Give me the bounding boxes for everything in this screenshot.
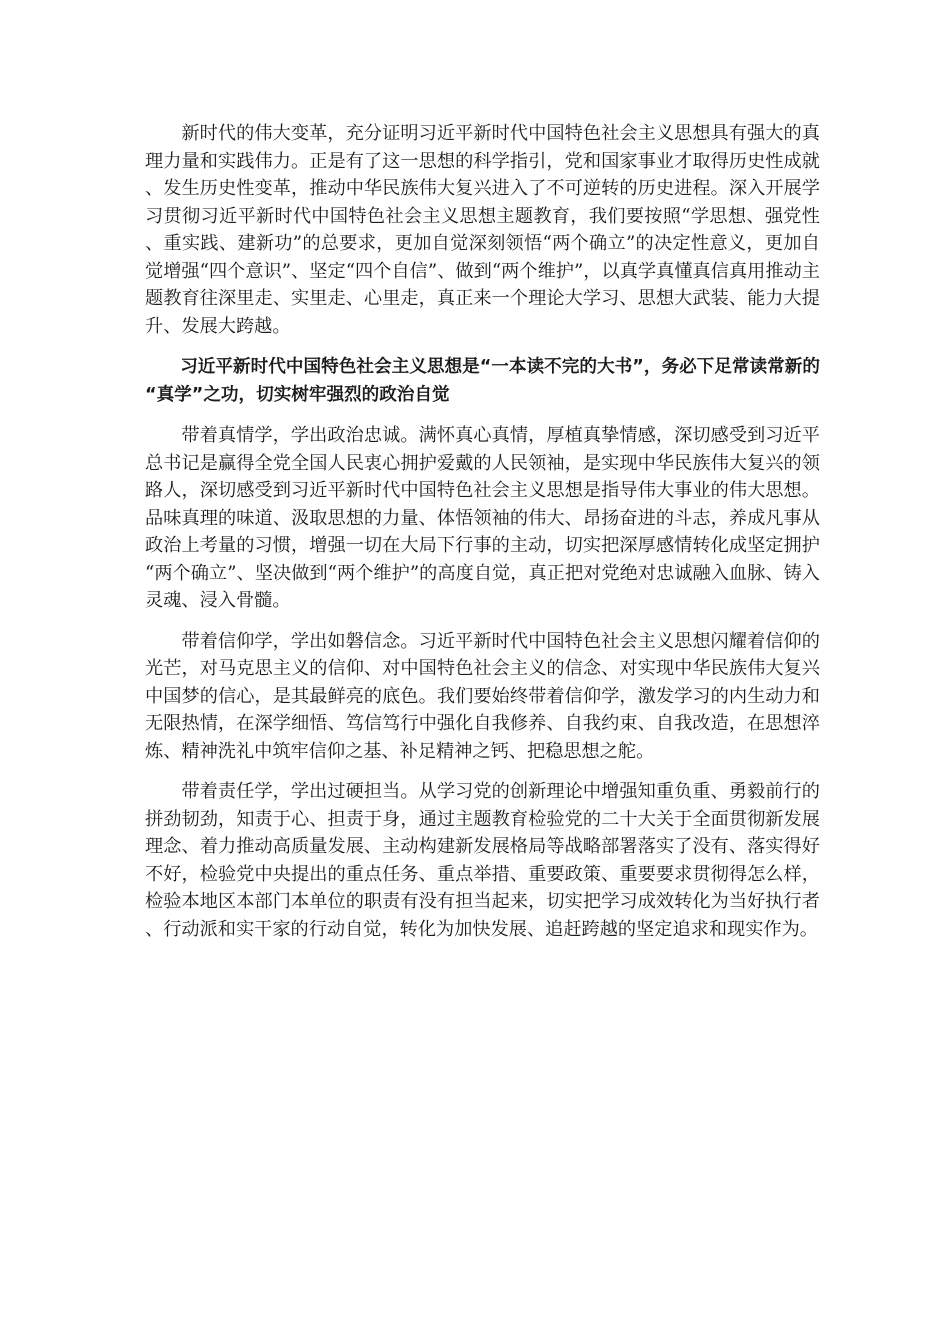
faith-paragraph: 带着信仰学，学出如磐信念。习近平新时代中国特色社会主义思想闪耀着信仰的光芒，对马克思主义的信仰、对中国特色社会主义的信念、对实现中华民族伟大复兴中国梦的信心，是其最鲜亮的底色。我们要始终带着信仰学，激发学习的内生动力和无限热情，在深学细悟、笃信笃行中强化自我修养、自我约束、自我改造，在思想淬炼、精神洗礼中筑牢信仰之基、补足精神之钙、把稳思想之舵。 bbox=[145, 630, 820, 762]
responsibility-paragraph: 带着责任学，学出过硬担当。从学习党的创新理论中增强知重负重、勇毅前行的拼劲韧劲，知责于心、担责于身，通过主题教育检验党的二十大关于全面贯彻新发展理念、着力推动高质量发展、主动构建新发展格局等战略部署落实了没有、落实得好不好，检验党中央提出的重点任务、重点举措、重要政策、重要要求贯彻得怎么样，检验本地区本部门本单位的职责有没有担当起来，切实把学习成效转化为当好执行者、行动派和实干家的行动自觉，转化为加快发展、追赶跨越的坚定追求和现实作为。 bbox=[145, 781, 820, 940]
section-heading: 习近平新时代中国特色社会主义思想是“一本读不完的大书”，务必下足常读常新的“真学”之功，切实树牢强烈的政治自觉 bbox=[145, 357, 820, 405]
intro-paragraph: 新时代的伟大变革，充分证明习近平新时代中国特色社会主义思想具有强大的真理力量和实践伟力。正是有了这一思想的科学指引，党和国家事业才取得历史性成就、发生历史性变革，推动中华民族伟大复兴进入了不可逆转的历史进程。深入开展学习贯彻习近平新时代中国特色社会主义思想主题教育，我们要按照“学思想、强党性、重实践、建新功”的总要求，更加自觉深刻领悟“两个确立”的决定性意义，更加自觉增强“四个意识”、坚定“四个自信”、做到“两个维护”，以真学真懂真信真用推动主题教育往深里走、实里走、心里走，真正来一个理论大学习、思想大武装、能力大提升、发展大跨越。 bbox=[145, 123, 820, 337]
sincerity-paragraph: 带着真情学，学出政治忠诚。满怀真心真情，厚植真挚情感，深切感受到习近平总书记是赢得全党全国人民衷心拥护爱戴的人民领袖，是实现中华民族伟大复兴的领路人，深切感受到习近平新时代中国特色社会主义思想是指导伟大事业的伟大思想。品味真理的味道、汲取思想的力量、体悟领袖的伟大、昂扬奋进的斗志，养成凡事从政治上考量的习惯，增强一切在大局下行事的主动，切实把深厚感情转化成坚定拥护“两个确立”、坚决做到“两个维护”的高度自觉，真正把对党绝对忠诚融入血脉、铸入灵魂、浸入骨髓。 bbox=[145, 425, 820, 611]
document-page bbox=[145, 120, 820, 943]
